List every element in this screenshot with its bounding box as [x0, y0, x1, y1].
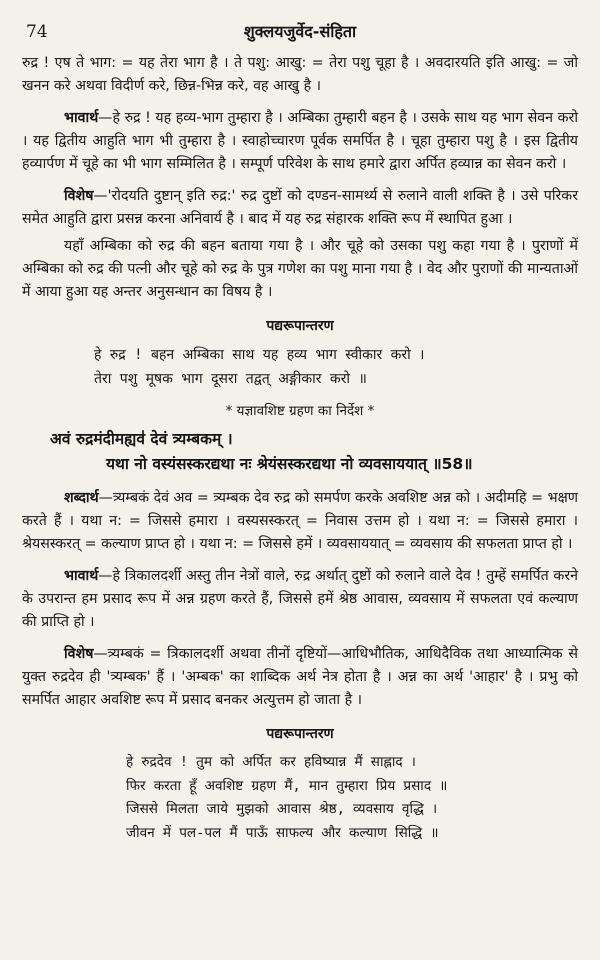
running-title: शुक्लयजुर्वेद-संहिता [243, 22, 357, 41]
vishesh-text-1: —'रोदयति दुष्टान् इति रुद्र:' रुद्र दुष्टों को दण्डन-सामर्थ्य से रुलाने वाली शक्ति है । उसे परिकर समेत आहुति द्वारा प्रसन्न करना अनिवार्य है । बाद में यह रुद्र संहारक शक्ति रूप में स्थापित हुआ । [22, 188, 578, 227]
padya-line-2-4: जीवन में पल-पल मैं पाऊँ साफल्य और कल्याण सिद्धि ॥ [126, 824, 439, 841]
section-title: * यज्ञावशिष्ट ग्रहण का निर्देश * [225, 403, 375, 419]
padya-line-1-2: तेरा पशु मूषक भाग दूसरा तद्वत् अङ्गीकार करो ॥ [94, 371, 367, 387]
mantra-line-1: अवं रुद्रमंदीमह्यव॑ देवं त्र्यम्बकम् । [50, 430, 233, 448]
vishesh-paragraph-2 [22, 643, 578, 712]
bhavarth-text-2: —हे त्रिकालदर्शी अस्तु तीन नेत्रों वाले, रुद्र अर्थात् दुष्टों को रुलाने वाले देव ! तुम्हें समर्पित करने के उपरान्त हम प्रसाद रूप में अन्न ग्रहण करते हैं, जिससे हमें श्रेष्ठ आवास, व्यवसाय में सफलता एवं कल्याण की प्राप्ति हो । [22, 568, 578, 630]
vishesh-paragraph-1 [22, 185, 578, 231]
vishesh-label-2: विशेष [64, 646, 94, 662]
padya-line-2-2: फिर करता हूँ अवशिष्ट ग्रहण मैं, मान तुम्हारा प्रिय प्रसाद ॥ [126, 777, 448, 794]
bhavarth-label-1: भावार्थ [64, 110, 99, 126]
page-header [22, 0, 578, 52]
mantra-line-2: यथा नो वस्यंसस्करद्यथा नः श्रेयंसस्करद्यथा नो व्यवसाययात् ॥58॥ [106, 455, 473, 473]
padya-line-1-1: हे रुद्र ! बहन अम्बिका साथ यह हव्य भाग स्वीकार करो । [94, 347, 425, 363]
intro-paragraph: रुद्र ! एष ते भाग: = यह तेरा भाग है । ते पशु: आखु: = तेरा पशु चूहा है । अवदारयति इति आखु: = जो खनन करे अथवा विदीर्ण करे, छिन्न-भिन्न करे, वह आखु है । [22, 55, 578, 94]
bhavarth-label-2: भावार्थ [64, 568, 99, 584]
shabdarth-paragraph [22, 487, 578, 556]
padya-heading-2: पद्यरूपान्तरण [266, 726, 334, 742]
bhavarth-paragraph-2 [22, 565, 578, 634]
bhavarth-paragraph-1 [22, 107, 578, 176]
padya-line-2-3: जिससे मिलता जाये मुझको आवास श्रेष्ठ, व्यवसाय वृद्धि । [126, 801, 438, 817]
vishesh-text-2: —त्र्यम्बकं = त्रिकालदर्शी अथवा तीनों दृष्टियों—आधिभौतिक, आधिदैविक तथा आध्यात्मिक से युक्त रुद्रदेव ही 'त्र्यम्बक' हैं । 'अम्बक' का शाब्दिक अर्थ नेत्र होता है । अन्न का अर्थ 'आहार' है । प्रभु को समर्पित आहार अवशिष्ट रूप में प्रसाद बनकर अत्युत्तम हो जाता है । [22, 646, 578, 708]
bhavarth-text-1: —हे रुद्र ! यह हव्य-भाग तुम्हारा है । अम्बिका तुम्हारी बहन है । उसके साथ यह भाग सेवन करो । यह द्वितीय आहुति भाग भी तुम्हारा है । स्वाहोच्चारण पूर्वक समर्पित है । चूहा तुम्हारा पशु है । इस द्वितीय हव्यार्पण में चूहे का भी भाग सम्मिलित है । सम्पूर्ण परिवेश के साथ हमारे द्वारा अर्पित हव्यान्न का सेवन करो । [22, 110, 578, 172]
page-number: 74 [26, 22, 48, 42]
vishesh-label-1: विशेष [64, 188, 94, 204]
shabdarth-text: —त्र्यम्बकं देवं अव = त्र्यम्बक देव रुद्र को समर्पण करके अवशिष्ट अन्न को । अदीमहि = भक्षण करते हैं । यथा न: = जिससे हमारा । वस्यसस्करत् = निवास उत्तम हो । यथा न: = जिससे हमारा । श्रेयसस्करत् = कल्याण प्राप्त हो । यथा न: = जिससे हमें । व्यवसाययात् = व्यवसाय की सफलता प्राप्त हो । [22, 490, 578, 552]
padya-heading-1: पद्यरूपान्तरण [266, 318, 334, 334]
vishesh-continuation: यहाँ अम्बिका को रुद्र की बहन बताया गया है । और चूहे को उसका पशु कहा गया है । पुराणों में अम्बिका को रुद्र की पत्नी और चूहे को रुद्र के पुत्र गणेश का पशु माना गया है । वेद और पुराणों की मान्यताओं में आया हुआ यह अन्तर अनुसन्धान का विषय है । [22, 238, 578, 300]
shabdarth-label: शब्दार्थ [64, 490, 99, 506]
padya-line-2-1: हे रुद्रदेव ! तुम को अर्पित कर हविष्यान्न मैं साह्लाद । [126, 754, 416, 770]
